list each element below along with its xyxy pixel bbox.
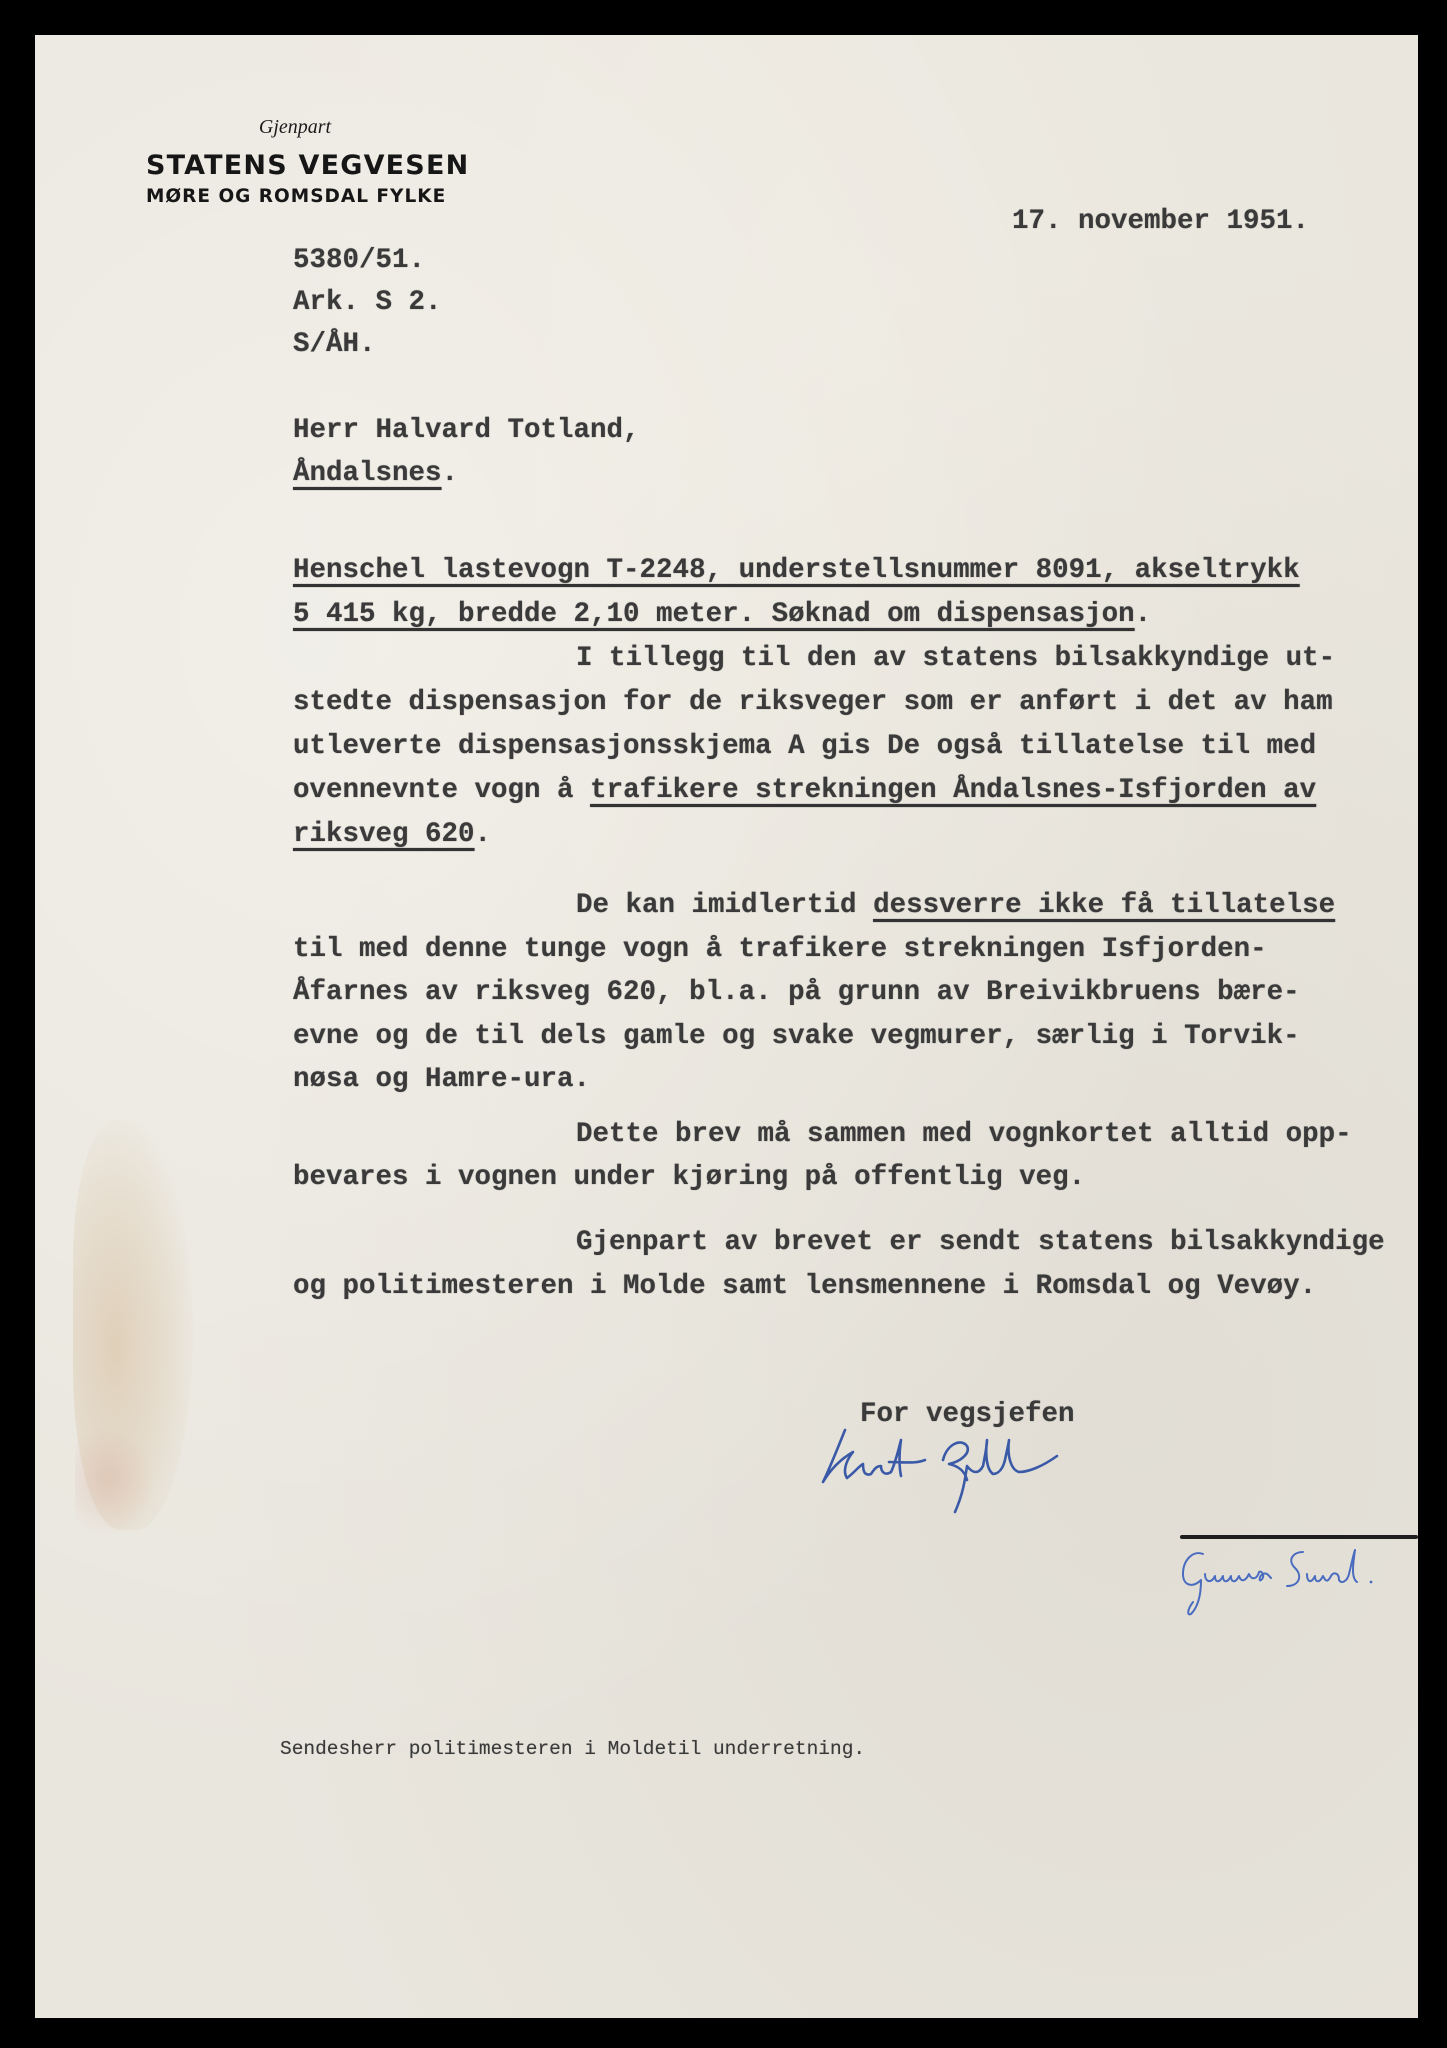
recipient-name: Herr Halvard Totland,: [293, 415, 640, 446]
subject-line-1: [293, 549, 1300, 593]
subject-text-2: 5 415 kg, bredde 2,10 meter. Søknad om dispensasjon: [293, 599, 1135, 630]
signature-stroke: [943, 1440, 1057, 1512]
closing-for-line: For vegsjefen: [860, 1399, 1075, 1430]
signature-stroke: [1183, 1553, 1271, 1614]
organization-region: MØRE OG ROMSDAL FYLKE: [146, 186, 447, 207]
initials-reference: S/ÅH.: [293, 329, 376, 360]
copy-mark: Gjenpart: [258, 116, 332, 138]
p2-line-3: Åfarnes av riksveg 620, bl.a. på grunn av Breivikbruens bære-: [293, 977, 1300, 1008]
signature-stroke: [1287, 1550, 1357, 1586]
p1-line-5: [293, 813, 491, 857]
subject-text-1: Henschel lastevogn T-2248, understellsnummer 8091, akseltrykk: [293, 555, 1300, 586]
signature-stroke: [823, 1430, 925, 1482]
p1-line-4: [293, 769, 1316, 813]
recipient-place-period: .: [441, 458, 459, 489]
p2-line-5: nøsa og Hamre-ura.: [293, 1064, 591, 1095]
p2-line-1: [576, 884, 1335, 928]
recipient-place: Åndalsnes: [293, 458, 442, 489]
signature-gunvor-sund: [1175, 1542, 1415, 1622]
letter-date: 17. november 1951.: [1012, 206, 1310, 237]
p3-line-2: bevares i vognen under kjøring på offentlig veg.: [293, 1162, 1086, 1193]
p1-line-1: I tillegg til den av statens bilsakkyndige ut-: [576, 643, 1336, 674]
p2-line-1-underlined: dessverre ikke få tillatelse: [873, 890, 1336, 921]
p1-line-4-plain: ovennevnte vogn å: [293, 775, 591, 806]
p1-line-5-underlined: riksveg 620: [293, 819, 475, 850]
p4-line-2: og politimesteren i Molde samt lensmennene i Romsdal og Vevøy.: [293, 1271, 1317, 1302]
subject-line-2: [293, 593, 1151, 637]
water-stain-lower: [75, 1425, 155, 1535]
archive-reference: Ark. S 2.: [293, 287, 442, 318]
p1-line-5-tail: .: [474, 819, 492, 850]
signature-dot: [1370, 1581, 1373, 1584]
organization-name: STATENS VEGVESEN: [146, 150, 470, 181]
signature-rule: [1180, 1535, 1418, 1539]
signature-knut-rykke: [815, 1420, 1095, 1520]
p2-line-2: til med denne tunge vogn å trafikere strekningen Isfjorden-: [293, 934, 1267, 965]
p1-line-4-underlined: trafikere strekningen Åndalsnes-Isfjorden av: [590, 775, 1317, 806]
p4-line-1: Gjenpart av brevet er sendt statens bilsakkyndige: [576, 1227, 1385, 1258]
p1-line-3: utleverte dispensasjonsskjema A gis De også tillatelse til med: [293, 731, 1317, 762]
subject-period: .: [1134, 599, 1152, 630]
footer-note: Sendesherr politimesteren i Moldetil underretning.: [280, 1738, 866, 1760]
p3-line-1: Dette brev må sammen med vognkortet alltid opp-: [576, 1119, 1352, 1150]
p2-line-4: evne og de til dels gamle og svake vegmurer, særlig i Torvik-: [293, 1021, 1300, 1052]
journal-number: 5380/51.: [293, 245, 426, 276]
p1-line-2: stedte dispensasjon for de riksveger som er anført i det av ham: [293, 687, 1333, 718]
recipient-place-line: [293, 452, 458, 496]
p2-line-1-plain: De kan imidlertid: [576, 890, 874, 921]
